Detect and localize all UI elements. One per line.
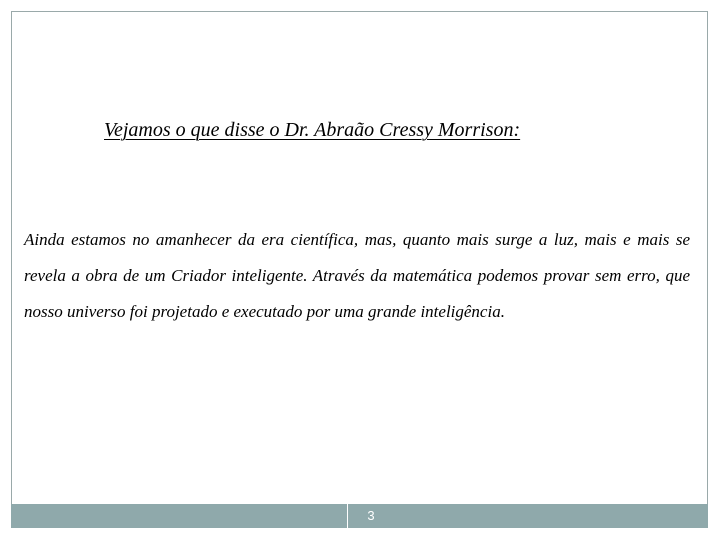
slide-heading: Vejamos o que disse o Dr. Abraão Cressy Morrison: bbox=[104, 119, 521, 141]
footer-bar bbox=[11, 504, 708, 528]
quote-text: Ainda estamos no amanhecer da era científica, mas, quanto mais surge a luz, mais e mais se revela a obra de um Criador inteligente. Através da matemática podemos provar sem erro, que nosso universo foi projetado e executado por uma grande inteligência. bbox=[24, 230, 690, 321]
page-number: 3 bbox=[367, 508, 375, 523]
